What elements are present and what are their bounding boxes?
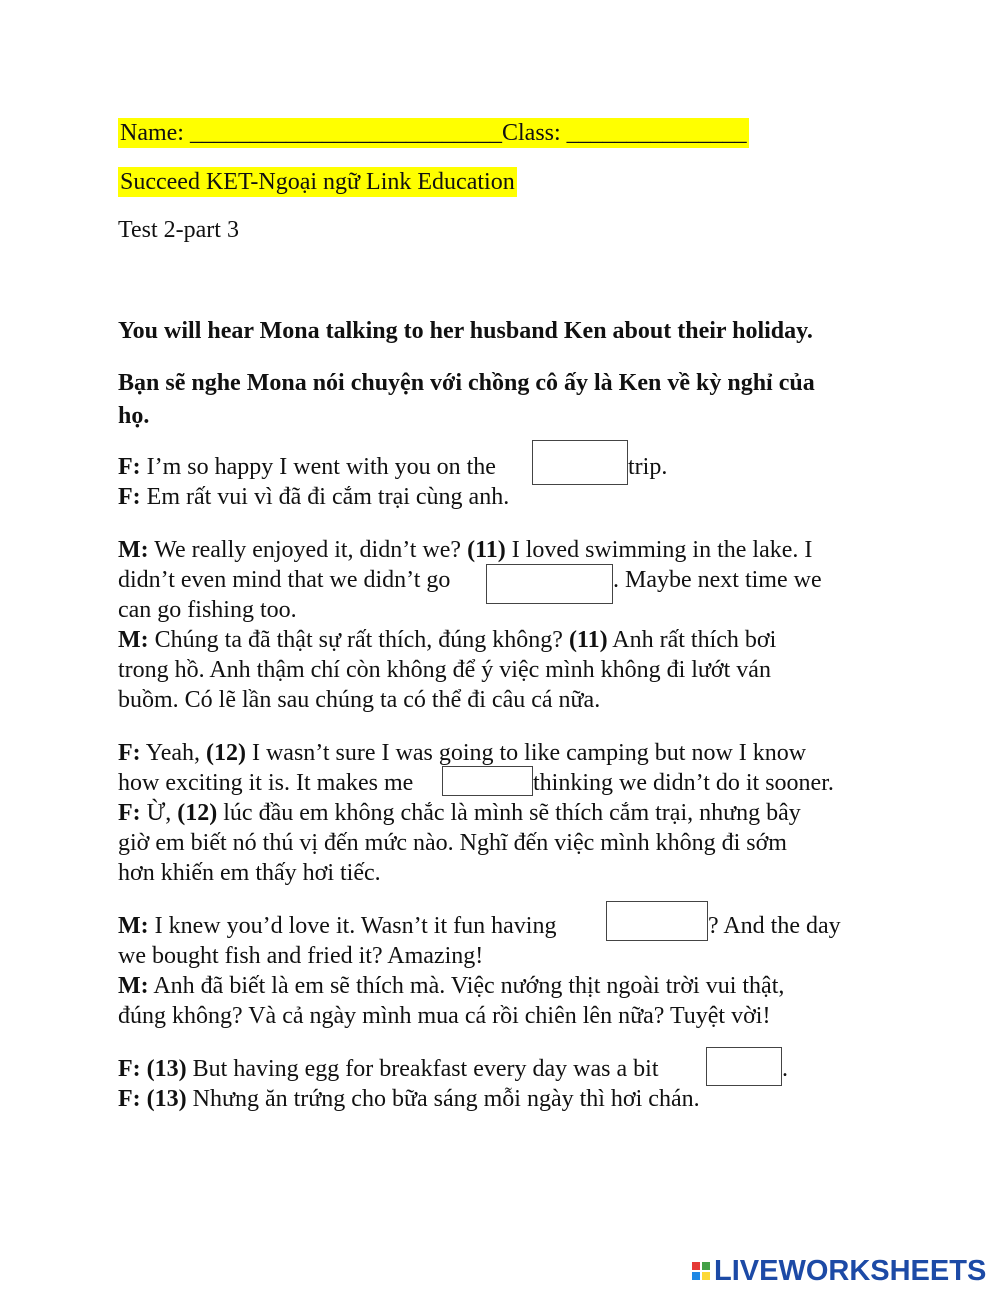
logo-blocks-icon bbox=[692, 1262, 710, 1280]
p2-vi-3: buồm. Có lẽ lần sau chúng ta có thể đi câu cá nữa. bbox=[118, 687, 601, 713]
class-label: Class: bbox=[501, 120, 567, 146]
p5-vi: F: (13) Nhưng ăn trứng cho bữa sáng mỗi ngày thì hơi chán. bbox=[118, 1086, 700, 1112]
p3-en-1: F: Yeah, (12) I wasn’t sure I was going to like camping but now I know bbox=[118, 740, 807, 766]
p3-en-2a: how exciting it is. It makes me bbox=[118, 770, 414, 796]
p5-en-end: . bbox=[782, 1056, 788, 1082]
instruction-vi-2: họ. bbox=[118, 403, 150, 429]
instruction-vi-1: Bạn sẽ nghe Mona nói chuyện với chồng cô ấy là Ken về kỳ nghỉ của bbox=[118, 370, 815, 396]
blank-input-2[interactable] bbox=[486, 564, 613, 604]
p3-vi-3: hơn khiến em thấy hơi tiếc. bbox=[118, 860, 381, 886]
liveworksheets-logo bbox=[692, 1256, 986, 1286]
logo-block bbox=[692, 1272, 700, 1280]
p4-en-1b: ? And the day bbox=[708, 913, 841, 939]
instruction-en: You will hear Mona talking to her husband Ken about their holiday. bbox=[118, 318, 813, 344]
blank-input-1[interactable] bbox=[532, 440, 628, 485]
class-line: _______________ bbox=[566, 120, 747, 146]
logo-block bbox=[692, 1262, 700, 1270]
p1-vi: F: Em rất vui vì đã đi cắm trại cùng anh. bbox=[118, 484, 510, 510]
logo-text: LIVEWORKSHEETS bbox=[714, 1255, 987, 1287]
name-class-row bbox=[118, 118, 749, 148]
p4-vi-2: đúng không? Và cả ngày mình mua cá rồi chiên lên nữa? Tuyệt vời! bbox=[118, 1003, 771, 1029]
p2-en-1: M: We really enjoyed it, didn’t we? (11) I loved swimming in the lake. I bbox=[118, 537, 813, 563]
p1-en-end: trip. bbox=[628, 454, 668, 480]
course-row bbox=[118, 167, 517, 197]
p4-vi-1: M: Anh đã biết là em sẽ thích mà. Việc nướng thịt ngoài trời vui thật, bbox=[118, 973, 785, 999]
name-class-highlight bbox=[118, 118, 749, 148]
p2-en-2a: didn’t even mind that we didn’t go bbox=[118, 567, 451, 593]
p2-en-2b: . Maybe next time we bbox=[613, 567, 822, 593]
p4-en-1a: M: I knew you’d love it. Wasn’t it fun having bbox=[118, 913, 557, 939]
p2-vi-2: trong hồ. Anh thậm chí còn không để ý việc mình không đi lướt ván bbox=[118, 657, 771, 683]
course-title: Succeed KET-Ngoại ngữ Link Education bbox=[120, 169, 515, 195]
p3-en-2b: thinking we didn’t do it sooner. bbox=[533, 770, 834, 796]
p2-en-3: can go fishing too. bbox=[118, 597, 297, 623]
p4-en-2: we bought fish and fried it? Amazing! bbox=[118, 943, 484, 969]
p3-vi-2: giờ em biết nó thú vị đến mức nào. Nghĩ đến việc mình không đi sớm bbox=[118, 830, 787, 856]
blank-input-5[interactable] bbox=[706, 1047, 782, 1086]
logo-block bbox=[702, 1272, 710, 1280]
name-label: Name: bbox=[120, 120, 190, 146]
blank-input-4[interactable] bbox=[606, 901, 708, 941]
p5-en: F: (13) But having egg for breakfast every day was a bit bbox=[118, 1056, 659, 1082]
p3-vi-1: F: Ừ, (12) lúc đầu em không chắc là mình sẽ thích cắm trại, nhưng bây bbox=[118, 800, 801, 826]
blank-input-3[interactable] bbox=[442, 766, 533, 796]
test-title: Test 2-part 3 bbox=[118, 217, 239, 243]
logo-block bbox=[702, 1262, 710, 1270]
p2-vi-1: M: Chúng ta đã thật sự rất thích, đúng không? (11) Anh rất thích bơi bbox=[118, 627, 777, 653]
name-line: __________________________ bbox=[189, 120, 502, 146]
p1-en: F: I’m so happy I went with you on the bbox=[118, 454, 496, 480]
